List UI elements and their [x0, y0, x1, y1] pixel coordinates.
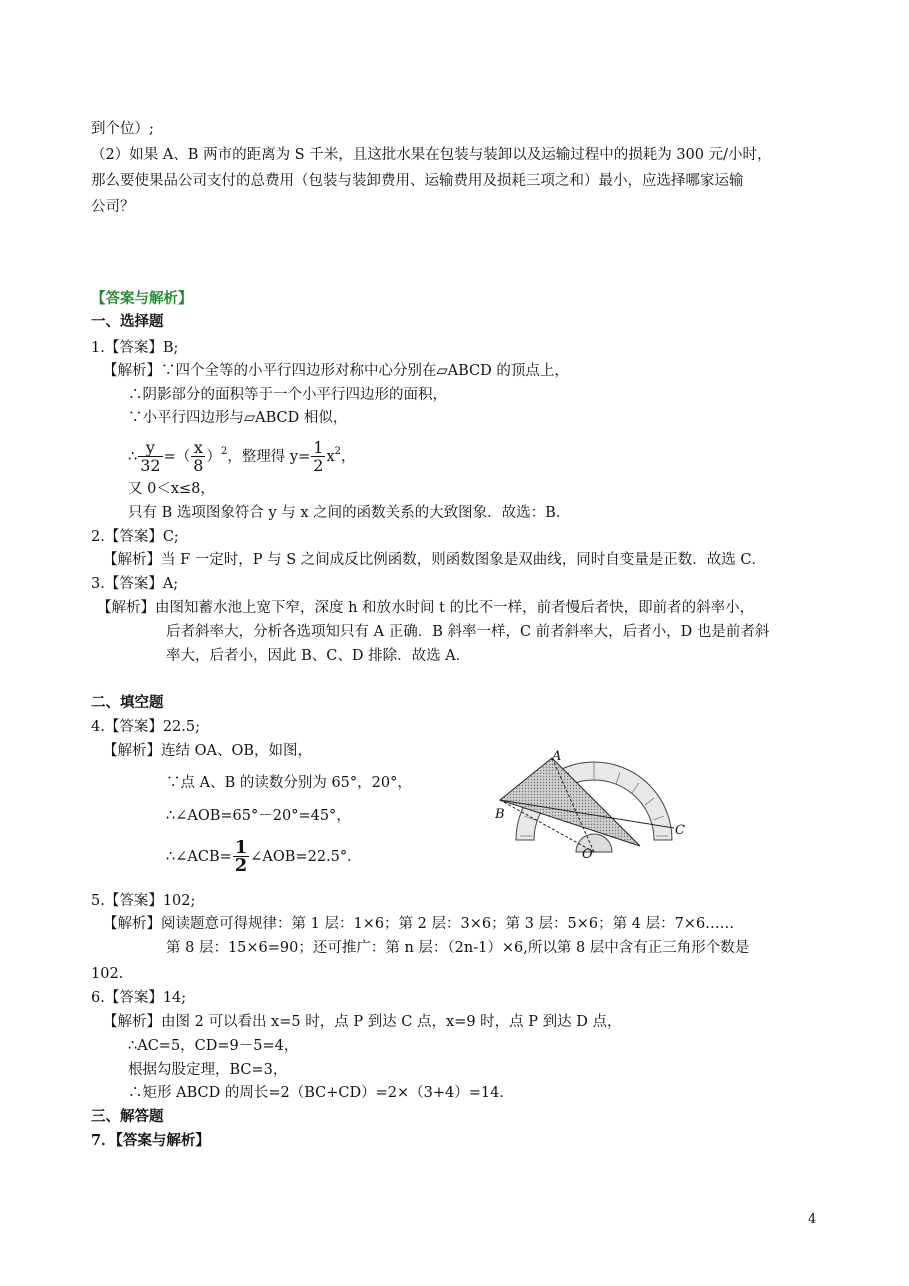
q4-equation: [166, 835, 362, 879]
answer-section-header: 【答案与解析】: [91, 290, 193, 307]
q5-analysis-line: 第 8 层：15×6=90；还可推广：第 n 层：（2n-1）×6,所以第 8 层中含有正三角形个数是: [166, 940, 750, 956]
q5-answer: 5.【答案】102;: [91, 893, 196, 909]
q1-analysis-line: 【解析】∵四个全等的小平行四边形对称中心分别在▱ABCD 的顶点上，: [103, 363, 569, 379]
problem-continuation-line: 到个位）;: [91, 121, 154, 137]
q2-analysis-line: 【解析】当 F 一定时，P 与 S 之间成反比例函数，则函数图象是双曲线，同时自变量是正数．故选 C．: [103, 552, 766, 568]
fraction-denominator: 8: [193, 455, 204, 475]
fraction-denominator: 2: [234, 854, 248, 876]
q3-analysis-line: 率大，后者小，因此 B、C、D 排除．故选 A．: [166, 648, 471, 664]
equation-text: ∠AOB=22.5°．: [250, 849, 362, 865]
protractor-diagram: [494, 748, 698, 860]
fraction-y-over-32: [138, 437, 162, 475]
section-title-solve: 三、解答题: [91, 1108, 164, 1125]
q6-analysis-line: 【解析】由图 2 可以看出 x=5 时，点 P 到达 C 点，x=9 时，点 P 到达 D 点，: [103, 1014, 622, 1030]
q4-analysis-line: ∵点 A、B 的读数分别为 65°，20°，: [166, 775, 412, 791]
label-o: O: [582, 847, 593, 860]
q3-analysis-line: 【解析】由图知蓄水池上宽下窄，深度 h 和放水时间 t 的比不一样，前者慢后者快，即前者的斜率小，: [97, 600, 755, 616]
q1-analysis-line: 只有 B 选项图象符合 y 与 x 之间的函数关系的大致图象．故选：B．: [128, 505, 571, 521]
q2-answer: 2.【答案】C;: [91, 529, 179, 545]
q1-analysis-line: ∵小平行四边形与▱ABCD 相似，: [128, 410, 348, 426]
protractor-figure: [494, 748, 698, 860]
q3-analysis-line: 后者斜率大，分析各选项知只有 A 正确．B 斜率一样，C 前者斜率大，后者小，D 也是前者斜: [166, 624, 770, 640]
section-title-fill-in: 二、填空题: [91, 694, 164, 711]
q6-answer: 6.【答案】14;: [91, 990, 187, 1006]
problem-part-2-line: 公司？: [91, 199, 135, 215]
q1-equation: [128, 432, 356, 477]
exponent: 2: [220, 446, 228, 457]
fraction-one-half: [233, 836, 250, 876]
equation-text: x: [326, 449, 335, 465]
label-c: C: [675, 823, 685, 838]
equation-text: ，整理得 y=: [227, 449, 311, 465]
page-number: 4: [808, 1212, 817, 1227]
q5-analysis-line: 102.: [91, 966, 124, 982]
fraction-numerator: 1: [234, 836, 248, 858]
q4-answer: 4.【答案】22.5;: [91, 719, 201, 735]
equation-text: ，: [341, 449, 356, 465]
fraction-one-half: [311, 437, 325, 475]
label-b: B: [495, 807, 505, 822]
q6-analysis-line: ∴AC=5，CD=9－5=4，: [128, 1038, 299, 1054]
fraction-denominator: 32: [140, 455, 161, 475]
equation-text: =（: [163, 449, 191, 465]
q6-analysis-line: 根据勾股定理，BC=3，: [128, 1062, 288, 1078]
fraction-numerator: 1: [313, 437, 324, 457]
q4-analysis-line: 【解析】连结 OA、OB，如图，: [103, 743, 313, 759]
equation-text: ∴∠ACB=: [166, 849, 232, 865]
q6-analysis-line: ∴矩形 ABCD 的周长=2（BC+CD）=2×（3+4）=14．: [128, 1085, 514, 1101]
q1-analysis-line: 又 0＜x≤8，: [128, 481, 215, 497]
equation-text: ）: [206, 449, 221, 465]
section-title-choice: 一、选择题: [91, 313, 164, 330]
label-a: A: [552, 749, 562, 764]
q5-analysis-line: 【解析】阅读题意可得规律：第 1 层：1×6；第 2 层：3×6；第 3 层：5×6；第 4 层：7×6……: [103, 916, 735, 932]
problem-part-2-line: 那么要使果品公司支付的总费用（包装与装卸费用、运输费用及损耗三项之和）最小，应选择哪家运输: [91, 173, 744, 189]
fraction-numerator: y: [138, 440, 162, 457]
q1-answer: 1.【答案】B;: [91, 340, 179, 356]
fraction-numerator: x: [191, 440, 205, 457]
fraction-x-over-8: [191, 437, 205, 475]
fraction-denominator: 2: [313, 455, 324, 475]
problem-part-2-line: （2）如果 A、B 两市的距离为 S 千米，且这批水果在包装与装卸以及运输过程中的损耗为 300 元/小时，: [91, 147, 772, 163]
q4-analysis-line: ∴∠AOB=65°－20°=45°，: [166, 808, 351, 824]
q3-answer: 3.【答案】A;: [91, 576, 179, 592]
therefore-symbol: ∴: [128, 449, 138, 465]
exponent: 2: [334, 446, 342, 457]
q7-answer-header: 7．【答案与解析】: [91, 1132, 210, 1149]
q1-analysis-line: ∴阴影部分的面积等于一个小平行四边形的面积，: [128, 387, 447, 403]
